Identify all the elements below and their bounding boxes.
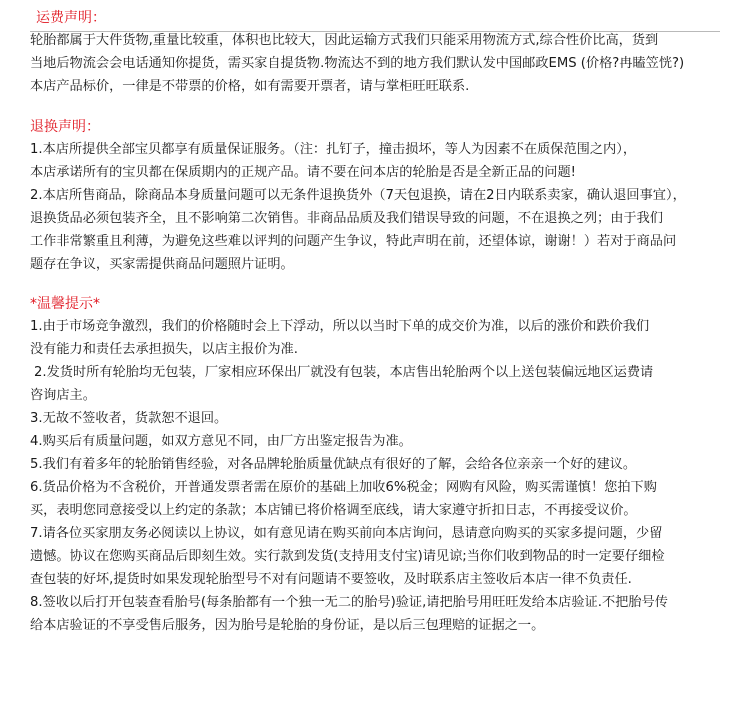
tips-line: 4.购买后有质量问题，如双方意见不同，由厂方出鉴定报告为准。 [30,434,412,449]
tips-line: 没有能力和责任去承担损失，以店主报价为准. [30,342,298,357]
shipping-line: 当地后物流会会电话通知你提货，需买家自提货物.物流达不到的地方我们默认发中国邮政EMS (价格?冉瞌笠恍?) [30,56,685,71]
return-section [30,116,745,276]
return-line: 工作非常繁重且利薄，为避免这些难以评判的问题产生争议，特此声明在前，还望体谅，谢谢！）若对于商品问 [30,234,677,249]
tips-line: 查包装的好坏,提货时如果发现轮胎型号不对有问题请不要签收，及时联系店主签收后本店一律不负责任. [30,572,632,587]
tips-line: 遗憾。协议在您购买商品后即刻生效。实行款到发货(支持用支付宝)请见谅;当你们收到物品的时一定要仔细检 [30,549,665,564]
return-line: 2.本店所售商品，除商品本身质量问题可以无条件退换货外（7天包退换，请在2日内联系卖家，确认退回事宜）， [30,188,686,203]
return-line: 本店承诺所有的宝贝都在保质期内的正规产品。请不要在问本店的轮胎是否是全新正品的问题! [30,165,576,180]
return-line: 1.本店所提供全部宝贝都享有质量保证服务。（注：扎钉子，撞击损坏，等人为因素不在质保范围之内）， [30,142,637,157]
heading-divider [30,31,720,32]
tips-line: 3.无故不签收者，货款恕不退回。 [30,411,228,426]
tips-line: 5.我们有着多年的轮胎销售经验，对各品牌轮胎质量优缺点有很好的了解，会给各位亲亲一个好的建议。 [30,457,637,472]
return-line: 退换货品必须包装齐全，且不影响第二次销售。非商品品质及我们错误导致的问题，不在退换之列；由于我们 [30,211,663,226]
tips-section [30,293,745,637]
tips-line: 咨询店主。 [30,388,96,403]
tips-line: 7.请各位买家朋友务必阅读以上协议，如有意见请在购买前向本店询问，恳请意向购买的买家多提问题，少留 [30,526,663,541]
tips-heading: *温馨提示* [30,296,100,312]
shipping-line: 轮胎都属于大件货物,重量比较重，体积也比较大，因此运输方式我们只能采用物流方式,综合性价比高，货到 [30,33,659,48]
tips-line: 买，表明您同意接受以上约定的条款；本店铺已将价格调至底线，请大家遵守折扣日志，不再接受议价。 [30,503,637,518]
shipping-line: 本店产品标价，一律是不带票的价格，如有需要开票者，请与掌柜旺旺联系. [30,79,470,94]
shipping-heading: 运费声明： [36,10,106,26]
return-line: 题存在争议，买家需提供商品问题照片证明。 [30,257,294,272]
tips-line: 8.签收以后打开包装查看胎号(每条胎都有一个独一无二的胎号)验证,请把胎号用旺旺发给本店验证.不把胎号传 [30,595,668,610]
shipping-section [30,7,745,98]
tips-line: 6.货品价格为不含税价，开普通发票者需在原价的基础上加收6%税金；网购有风险，购买需谨慎！您拍下购 [30,480,657,495]
return-heading: 退换声明： [30,119,100,135]
tips-line: 给本店验证的不享受售后服务，因为胎号是轮胎的身份证，是以后三包理赔的证据之一。 [30,618,545,633]
tips-line: 1.由于市场竞争激烈，我们的价格随时会上下浮动，所以以当时下单的成交价为准，以后的涨价和跌价我们 [30,319,650,334]
tips-line: 2.发货时所有轮胎均无包装，厂家相应环保出厂就没有包装，本店售出轮胎两个以上送包装偏远地区运费请 [34,365,654,380]
